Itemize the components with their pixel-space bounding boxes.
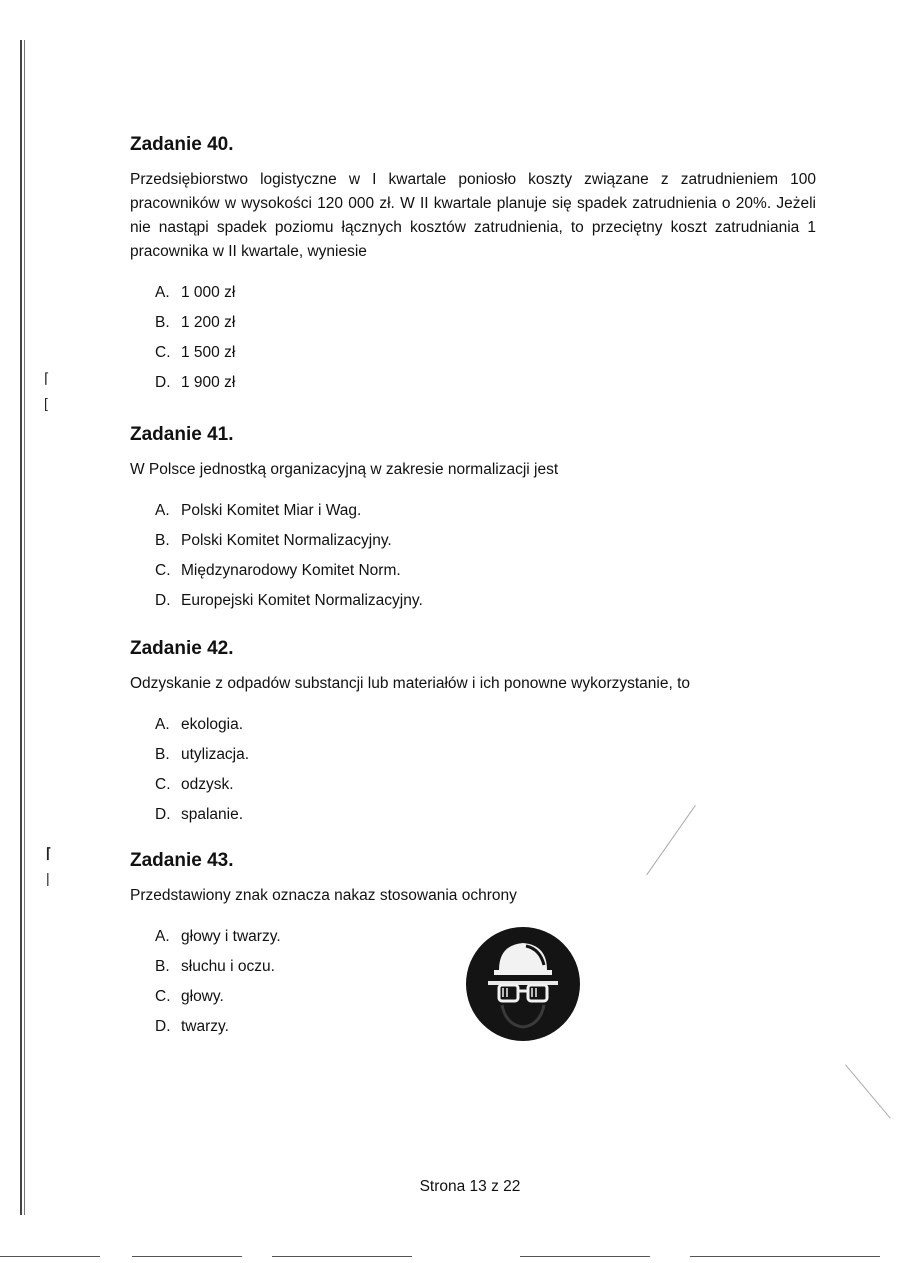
scan-rule [0, 1256, 100, 1257]
answer-letter: C. [155, 988, 171, 1005]
answer-letter: D. [155, 592, 171, 609]
answer-letter: D. [155, 374, 171, 391]
answer-letter: A. [155, 928, 170, 945]
answer-option[interactable] [155, 368, 816, 398]
answer-letter: A. [155, 284, 170, 301]
answer-text: Europejski Komitet Normalizacyjny. [181, 592, 423, 609]
answer-list [130, 278, 816, 398]
answer-text: utylizacja. [181, 746, 250, 763]
scan-rule [132, 1256, 242, 1257]
answer-letter: B. [155, 958, 170, 975]
answer-option[interactable] [155, 800, 816, 830]
scan-rule [272, 1256, 412, 1257]
answer-list [130, 710, 816, 830]
answer-option[interactable] [155, 586, 816, 616]
answer-text: spalanie. [181, 806, 244, 823]
scan-rule [520, 1256, 650, 1257]
answer-option[interactable] [155, 740, 816, 770]
answer-option[interactable] [155, 278, 816, 308]
answer-letter: A. [155, 716, 170, 733]
head-and-face-protection-sign-icon [466, 927, 580, 1041]
scan-mark: ⌈ [44, 370, 50, 386]
answer-text: słuchu i oczu. [181, 958, 275, 975]
answer-text: 1 200 zł [181, 314, 236, 331]
task-question: Przedsiębiorstwo logistyczne w I kwartale poniosło koszty związane z zatrudnieniem 100 pracowników w wysokości 120 000 zł. W II kwartale planuje się spadek zatrudnienia o 20%. Jeżeli nie nastąpi spadek poziomu łącznych kosztów zatrudnienia, to przeciętny koszt zatrudniania 1 pracownika w II kwartale, wyniesie [130, 171, 816, 260]
answer-option[interactable] [155, 710, 816, 740]
answer-letter: C. [155, 562, 171, 579]
answer-text: Międzynarodowy Komitet Norm. [181, 562, 401, 579]
answer-text: głowy i twarzy. [181, 928, 281, 945]
answer-letter: D. [155, 806, 171, 823]
scan-mark: ⌈ [46, 845, 52, 861]
task-title: Zadanie 42. [130, 638, 234, 659]
binding-edge-inner [24, 40, 25, 1215]
answer-text: głowy. [181, 988, 224, 1005]
answer-text: 1 000 zł [181, 284, 236, 301]
answer-option[interactable] [155, 526, 816, 556]
task-question: Przedstawiony znak oznacza nakaz stosowania ochrony [130, 887, 517, 904]
answer-letter: B. [155, 746, 170, 763]
answer-text: 1 500 zł [181, 344, 236, 361]
answer-list [130, 496, 816, 616]
answer-option[interactable] [155, 496, 816, 526]
answer-letter: C. [155, 344, 171, 361]
scan-line [845, 1064, 891, 1118]
answer-option[interactable] [155, 308, 816, 338]
answer-text: Polski Komitet Normalizacyjny. [181, 532, 392, 549]
task-41 [130, 424, 816, 616]
task-question: W Polsce jednostką organizacyjną w zakresie normalizacji jest [130, 461, 559, 478]
scan-mark: | [46, 870, 50, 886]
answer-text: odzysk. [181, 776, 234, 793]
answer-letter: B. [155, 314, 170, 331]
answer-text: ekologia. [181, 716, 244, 733]
answer-letter: A. [155, 502, 170, 519]
task-question: Odzyskanie z odpadów substancji lub materiałów i ich ponowne wykorzystanie, to [130, 675, 691, 692]
answer-letter: D. [155, 1018, 171, 1035]
scan-mark: [ [44, 395, 48, 411]
page-number: Strona 13 z 22 [419, 1178, 521, 1195]
task-42 [130, 638, 816, 830]
binding-edge [20, 40, 22, 1215]
task-title: Zadanie 43. [130, 850, 234, 871]
answer-text: 1 900 zł [181, 374, 236, 391]
task-40 [130, 134, 816, 398]
answer-letter: C. [155, 776, 171, 793]
task-title: Zadanie 40. [130, 134, 234, 155]
task-title: Zadanie 41. [130, 424, 234, 445]
answer-option[interactable] [155, 556, 816, 586]
answer-text: Polski Komitet Miar i Wag. [181, 502, 362, 519]
answer-letter: B. [155, 532, 170, 549]
answer-text: twarzy. [181, 1018, 229, 1035]
scan-rule [690, 1256, 880, 1257]
answer-option[interactable] [155, 770, 816, 800]
answer-option[interactable] [155, 338, 816, 368]
